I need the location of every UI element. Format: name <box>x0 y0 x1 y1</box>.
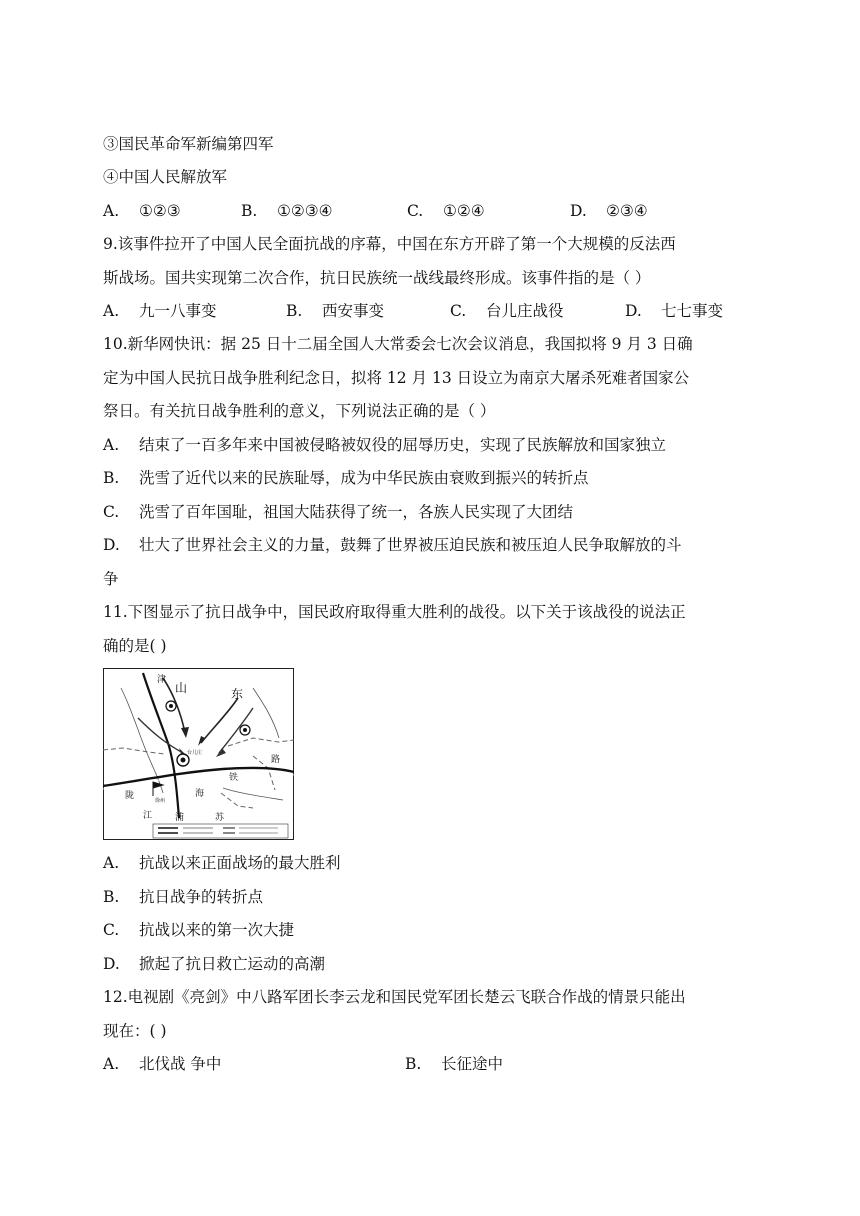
option-text: 掀起了抗日救亡运动的高潮 <box>139 955 326 973</box>
option-label: D. <box>103 955 120 973</box>
q8-item-3: ③国民革命军新编第四军 <box>103 135 274 153</box>
option-text: 七七事变 <box>661 302 724 320</box>
map-label-tie: 铁 <box>229 773 239 783</box>
option-text: 台儿庄战役 <box>486 302 564 320</box>
q10-option-b[interactable] <box>103 468 589 488</box>
q10-stem-line-3: 祭日。有关抗日战争胜利的意义，下列说法正确的是（ ） <box>103 402 496 420</box>
map-label-dong: 东 <box>231 687 244 701</box>
q11-option-b[interactable] <box>103 887 263 907</box>
option-text: ①②③④ <box>277 202 333 220</box>
option-label: D. <box>103 536 120 554</box>
q10-option-d-continuation: 争 <box>103 570 119 588</box>
q8-option-a[interactable] <box>103 201 181 221</box>
q12-option-a[interactable] <box>103 1054 221 1074</box>
q12-stem-line-1: 12.电视剧《亮剑》中八路军团长李云龙和国民党军团长楚云飞联合作战的情景只能出 <box>103 988 686 1006</box>
q10-option-d[interactable] <box>103 535 682 555</box>
option-label: C. <box>103 921 120 939</box>
q9-option-d[interactable] <box>625 301 723 321</box>
map-label-pu: 浦 <box>175 813 185 823</box>
option-text: 壮大了世界社会主义的力量，鼓舞了世界被压迫民族和被压迫人民争取解放的斗 <box>139 536 682 554</box>
option-label: C. <box>407 202 424 220</box>
q9-stem-line-2: 斯战场。国共实现第二次合作，抗日民族统一战线最终形成。该事件指的是（ ） <box>103 269 651 287</box>
q11-option-c[interactable] <box>103 920 294 940</box>
map-label-shan: 山 <box>175 681 188 695</box>
map-label-su: 苏 <box>215 813 225 823</box>
option-label: B. <box>103 469 120 487</box>
q8-item-4: ④中国人民解放军 <box>103 168 228 186</box>
option-text: 结束了一百多年来中国被侵略被奴役的屈辱历史，实现了民族解放和国家独立 <box>139 436 667 454</box>
q10-stem-line-2: 定为中国人民抗日战争胜利纪念日，拟将 12 月 13 日设立为南京大屠杀死难者国家公 <box>103 369 690 387</box>
q9-option-c[interactable] <box>450 301 564 321</box>
q11-option-a[interactable] <box>103 853 341 873</box>
option-text: 洗雪了近代以来的民族耻辱，成为中华民族由衰败到振兴的转折点 <box>139 469 589 487</box>
q12-option-b[interactable] <box>405 1054 503 1074</box>
option-label: C. <box>450 302 467 320</box>
map-label-hai: 海 <box>195 789 205 799</box>
option-text: 九一八事变 <box>139 302 217 320</box>
q11-stem-line-1: 11.下图显示了抗日战争中，国民政府取得重大胜利的战役。以下关于该战役的说法正 <box>103 603 686 621</box>
q10-stem-line-1: 10.新华网快讯：据 25 日十二届全国人大常委会七次会议消息，我国拟将 9 月 3 日确 <box>103 335 693 353</box>
q10-option-c[interactable] <box>103 502 573 522</box>
map-label-taierzhuang: 台儿庄 <box>187 750 203 756</box>
option-label: B. <box>241 202 258 220</box>
option-text: ①②③ <box>139 202 181 220</box>
q11-option-d[interactable] <box>103 954 325 974</box>
q8-option-c[interactable] <box>407 201 485 221</box>
taierzhuang-battle-map <box>103 668 294 840</box>
q11-stem-line-2: 确的是( ) <box>103 637 167 655</box>
map-label-long: 陇 <box>125 791 135 801</box>
q9-option-a[interactable] <box>103 301 217 321</box>
option-text: 北伐战 争中 <box>139 1055 222 1073</box>
option-label: A. <box>103 202 120 220</box>
option-text: 抗战以来正面战场的最大胜利 <box>139 854 341 872</box>
map-label-xuzhou: 徐州 <box>155 798 166 804</box>
option-label: A. <box>103 854 120 872</box>
option-label: A. <box>103 436 120 454</box>
option-text: 抗日战争的转折点 <box>139 888 264 906</box>
option-label: B. <box>103 888 120 906</box>
option-label: D. <box>625 302 642 320</box>
option-label: B. <box>405 1055 422 1073</box>
map-legend <box>153 824 288 838</box>
option-label: C. <box>103 503 120 521</box>
option-text: 长征途中 <box>441 1055 504 1073</box>
option-text: ②③④ <box>606 202 648 220</box>
map-label-jin: 津 <box>157 675 167 685</box>
q8-option-b[interactable] <box>241 201 333 221</box>
q9-option-b[interactable] <box>286 301 384 321</box>
option-text: 西安事变 <box>322 302 385 320</box>
option-label: B. <box>286 302 303 320</box>
option-label: D. <box>570 202 587 220</box>
q8-option-d[interactable] <box>570 201 648 221</box>
map-label-lu: 路 <box>271 755 281 765</box>
q12-stem-line-2: 现在：( ) <box>103 1022 167 1040</box>
option-label: A. <box>103 302 120 320</box>
map-label-jiang: 江 <box>143 811 153 821</box>
q10-option-a[interactable] <box>103 435 666 455</box>
option-text: ①②④ <box>443 202 485 220</box>
option-text: 洗雪了百年国耻，祖国大陆获得了统一，各族人民实现了大团结 <box>139 503 574 521</box>
option-text: 抗战以来的第一次大捷 <box>139 921 295 939</box>
option-label: A. <box>103 1055 120 1073</box>
q9-stem-line-1: 9.该事件拉开了中国人民全面抗战的序幕，中国在东方开辟了第一个大规模的反法西 <box>103 235 676 253</box>
